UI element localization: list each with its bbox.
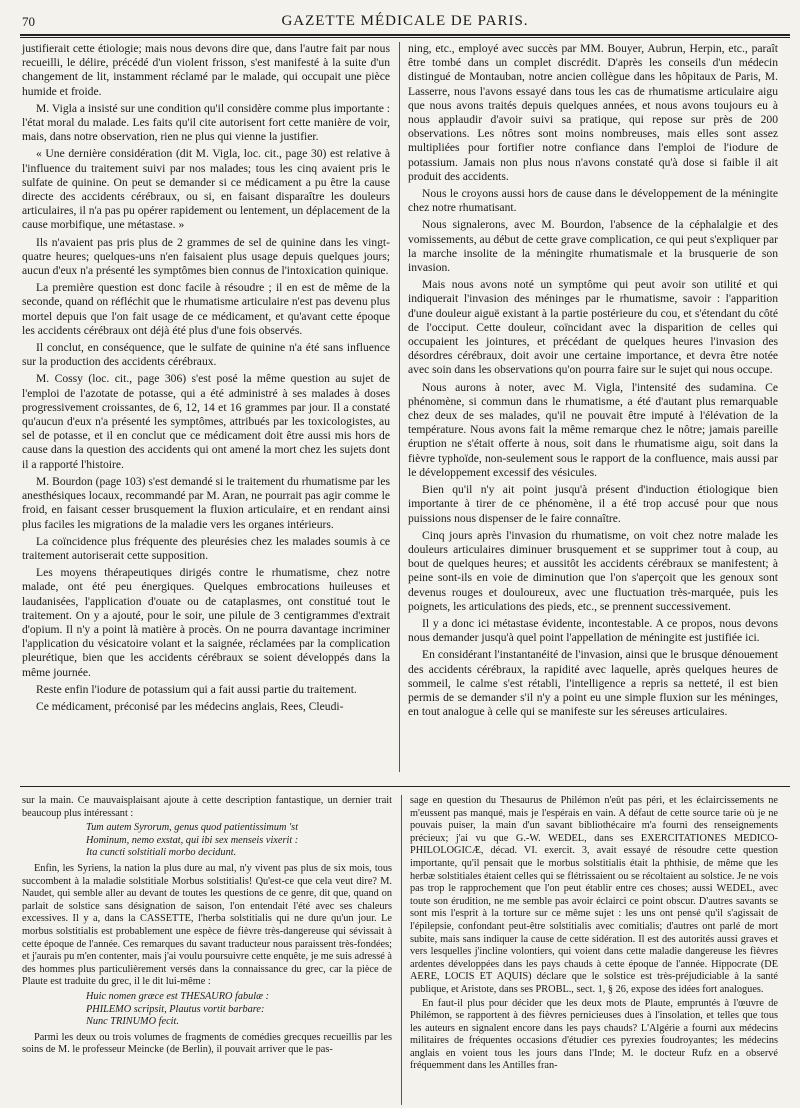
paragraph: M. Vigla a insisté sur une condition qu'il considère comme plus importante : l'état moral du malade. Les faits qu'il cite autorisent fort cette manière de voir, mais, dans notre observation, rien ne plus qui vienne la justifier. [22, 101, 390, 144]
paragraph: sage en question du Thesaurus de Philémon n'eût pas péri, et les éclaircissements ne m'eussent pas manqué, mais je l'espérais en vain. A défaut de cette source tarie où je ne pouvais puiser, la main d'un savant bibliothécaire m'a fourni des renseignements précieux; j'ai vu que G.-W. WEDEL, dans ses EXERCITATIONES MEDICO-PHILOLOGICÆ, décad. VI. exercit. 3, avait essayé de résoudre cette question importante, qu'il pensait que le morbus solstitialis était la phthisie, de même que les herbæ solstitiales étaient celles qui se flétrissaient ou se récoltaient au solstice. Je ne vois pas trop le rapprochement que l'on peut établir entre ces choses; aussi WEDEL, avec toute son érudition, ne me semble pas avoir éclairci ce point obscur. D'autres savants se sont mis l'esprit à la torture sur ce même sujet : les uns ont pensé qu'il s'agissait de l'épilepsie, confondant peut-être solstitialis avec comitialis; d'autres ont parlé de mort subite, mais sans indiquer la cause de cette sidération. Il est des autorités aussi graves et vers lesquelles j'incline volontiers, qui voient dans cette maladie dangereuse les fièvres ardentes développées dans les pays chauds à cette époque de l'année. Hippocrate (DE AERE, LOCIS ET AQUIS) déclare que le solstice est très-préjudiciable à la santé publique, et Aristote, dans ses PROBL., sect. 1, § 26, expose des idées fort analogues. [410, 795, 778, 995]
paragraph: Enfin, les Syriens, la nation la plus dure au mal, n'y vivent pas plus de six mois, tous succombent à la maladie solstitiale Morbus solstitialis! Qu'est-ce que cela veut dire? M. Naudet, qui semble aller au devant de toutes les questions de ce genre, dit que, quand on parlait de solstice sans désignation de saison, l'on entendait l'été avec ses chaleurs excessives. Il y a, dans la CASSETTE, l'herba solstitialis qui ne dure qu'un jour. Le morbus solstitialis est probablement une espèce de fièvre très-dangereuse qui sévissait à cette époque de l'année. Ces remarques du savant traducteur nous paraissent très-fondées; et j'aurais pu m'en contenter, mais j'ai voulu poursuivre cette enquête, je me suis adressé à des hommes plus particulièrement versés dans la connaissance du grec, car la pièce de Plaute est traduite du grec, il le dit lui-même : [22, 862, 392, 988]
feuilleton-divider [401, 795, 402, 1105]
verse-line: PHILEMO scripsit, Plautus vortit barbare: [86, 1003, 265, 1015]
feuilleton-right-column [410, 795, 778, 1074]
article-left-column [22, 42, 390, 717]
paragraph: La coïncidence plus fréquente des pleurésies chez les malades soumis à ce traitement autoriserait cette supposition. [22, 534, 390, 562]
paragraph: Il y a donc ici métastase évidente, incontestable. A ce propos, nous devons nous demander jusqu'à quel point l'appellation de méningite est justifiée ici. [408, 616, 778, 645]
latin-verse [86, 822, 392, 860]
paragraph: Nous le croyons aussi hors de cause dans le développement de la méningite chez notre rhumatisant. [408, 187, 778, 215]
paragraph: sur la main. Ce mauvaisplaisant ajoute à cette description fantastique, un dernier trait beaucoup plus intéressant : [22, 795, 392, 819]
header-rule [20, 34, 790, 36]
page-number: 70 [22, 14, 35, 29]
paragraph: Nous signalerons, avec M. Bourdon, l'absence de la céphalalgie et des vomissements, au début de cette grave complication, ce qui peut s'expliquer par la marche insolite de la méningite rhumatismale et la brusquerie de son invasion. [408, 218, 778, 275]
verse-line: Hominum, nemo exstat, qui ibi sex menseis vixerit : [86, 834, 299, 846]
paragraph: La première question est donc facile à résoudre ; il en est de même de la seconde, quand on réfléchit que le rhumatisme articulaire n'est pas devenu plus mortel depuis que l'on fait usage de ce médicament, et qu'avant cette époque les accidents cérébraux ont déjà été plus d'une fois observés. [22, 281, 390, 337]
paragraph: En faut-il plus pour décider que les deux mots de Plaute, empruntés à l'œuvre de Philémon, se rapportent à des fièvres pernicieuses dues à l'insolation, et telles que tous les auteurs en signalent encore dans les pays chauds? L'Algérie a fourni aux médecins militaires de fréquentes occasions d'étudier ces pyrexies foudroyantes; les médecins anglais en voient tous les jours dans l'Inde; M. le docteur Rufz en a observé fréquemment dans les Antilles fran- [410, 997, 778, 1072]
paragraph: M. Cossy (loc. cit., page 306) s'est posé la même question au sujet de l'emploi de l'azotate de potasse, qui a été administré à ses malades à doses progressivement croissantes, de 6, 12, 14 et 16 grammes par jour. Il a constaté qu'aucun d'eux n'a présenté les symptômes, attribués par les toxicologistes, au sel de potasse, et il en conclut que ce médicament doit être aussi mis hors de cause dans la question des accidents qui ont amené la mort chez les sujets dont il a rapporté l'histoire. [22, 372, 390, 471]
paragraph: Parmi les deux ou trois volumes de fragments de comédies grecques recueillis par les soins de M. le professeur Meincke (de Berlin), il pouvait arriver que le pas- [22, 1031, 392, 1056]
feuilleton-left-column [22, 795, 392, 1058]
verse-line: Nunc TRINUMO fecit. [86, 1016, 179, 1028]
paragraph: Bien qu'il n'y ait point jusqu'à présent d'induction étiologique bien importante à tirer de ce phénomène, il a été trop accusé pour que nous puissions nous dispenser de le faire connaître. [408, 483, 778, 525]
quote-paragraph: « Une dernière considération (dit M. Vigla, loc. cit., page 30) est relative à l'influence du traitement suivi par nos malades; tous les cinq avaient pris le sulfate de quinine. On peut se demander si ce médicament a pu être la cause directe des accidents cérébraux, ou si, en faisant disparaître les douleurs articulaires, il n'a pas pu opérer rapidement ou lentement, un déplacement de la cause morbifique, une métastase. » [22, 147, 390, 232]
journal-title: GAZETTE MÉDICALE DE PARIS. [281, 13, 529, 29]
paragraph: Les moyens thérapeutiques dirigés contre le rhumatisme, chez notre malade, ont été peu énergiques. Quelques embrocations huileuses et laudanisées, l'application d'ouate ou de cataplasmes, ont constitué tout le traitement. On y a ajouté, pour le soir, une pilule de 3 centigrammes d'extrait d'opium. Il n'y a point là matière à procès. On ne pourra davantage incriminer l'application du vésicatoire volant et la saignée, réclamées par la complication pleurétique, bien que les accidents cérébraux se soient développés dans la même journée. [22, 566, 390, 679]
header-rule-thin [20, 37, 790, 38]
paragraph: En considérant l'instantanéité de l'invasion, ainsi que le brusque dénouement des accidents cérébraux, la rapidité avec laquelle, après quelques heures de sommeil, le calme s'est rétabli, l'intelligence a repris sa netteté, il est bien permis de se demander s'il n'y a point eu une simple fluxion sur les méninges, en tout analogue à celle qui se manifeste sur les séreuses articulaires. [408, 648, 778, 719]
page-header [20, 6, 790, 34]
paragraph: Reste enfin l'iodure de potassium qui a fait aussi partie du traitement. [36, 682, 357, 696]
column-divider [399, 42, 400, 772]
paragraph: M. Bourdon (page 103) s'est demandé si le traitement du rhumatisme par les anesthésiques locaux, recommandé par M. Aran, ne pourrait pas agir comme le froid, en faisant cesser brusquement la fluxion articulaire, et en rendant ainsi plus faciles les migrations de la maladie vers les organes intérieurs. [22, 474, 390, 531]
article-right-column [408, 42, 778, 722]
verse-line: Tum autem Syrorum, genus quod patientissimum 'st [86, 822, 299, 834]
verse-line: Ita cuncti solstitiali morbo decidunt. [86, 847, 237, 859]
paragraph: Nous aurons à noter, avec M. Vigla, l'intensité des sudamina. Ce phénomène, si commun dans le rhumatisme, a été d'autant plus remarquable chez deux de ses malades, qu'il ne pouvait être imputé à l'élévation de la température. Nous avons fait la même remarque chez le nôtre; jamais pareille éruption ne s'était offerte à nous, soit dans le rhumatisme aigu, soit dans la fièvre typhoïde, non-seulement sous le rapport de la confluence, mais aussi par le développement excessif des vésicules. [408, 380, 778, 479]
paragraph: Cinq jours après l'invasion du rhumatisme, on voit chez notre malade les douleurs articulaires diminuer brusquement et se supprimer tout à coup, au bout de quelques heures; et aussitôt les accidents cérébraux se manifestent; à peine sont-ils en voie de diminution que l'on s'aperçoit que les genoux sont devenus rouges et douloureux, avec une fluctuation très-marquée, puis les poignets, les articulations des pieds, etc., se prennent successivement. [408, 528, 778, 613]
feuilleton-rule [20, 786, 790, 787]
paragraph: Mais nous avons noté un symptôme qui peut avoir son utilité et qui indiquerait l'invasion des méninges par le rhumatisme, savoir : l'apparition d'une douleur aiguë existant à la partie postérieure du cou, et s'étendant du côté de l'occiput. Cette douleur, coïncidant avec la disparition de celles qui occupaient les jointures, et précédant de quelques heures l'invasion des désordres cérébraux, doit avoir une certaine importance, et devra être notée avec soin dans les observations qu'on pourra faire sur le sujet qui nous occupe. [408, 278, 778, 377]
verse-line: Huic nomen græce est THESAURO fabulæ : [86, 990, 270, 1002]
paragraph: Il conclut, en conséquence, que le sulfate de quinine n'a été sans influence sur la production des accidents cérébraux. [22, 341, 390, 369]
paragraph: Ce médicament, préconisé par les médecins anglais, Rees, Cleudi- [36, 699, 344, 713]
latin-verse [86, 991, 392, 1029]
paragraph: ning, etc., employé avec succès par MM. Bouyer, Aubrun, Herpin, etc., paraît être tombé dans un complet discrédit. D'après les conseils d'un médecin distingué de Montauban, notre ancien collègue dans les hôpitaux de Paris, M. Lasserre, nous l'avons essayé dans tous les cas de rhumatisme articulaire aigu que nous avons traités depuis quelques années, et nous avons toujours eu à nous applaudir d'avoir suivi sa pratique, qui repose sur près de 200 observations. Les nôtres sont moins nombreuses, mais elles sont assez multipliées pour fortifier notre confiance dans l'emploi de l'iodure de potassium. Jamais non plus nous n'avons constaté qu'à dose si faible il ait produit des accidents. [408, 42, 778, 183]
paragraph: Ils n'avaient pas pris plus de 2 grammes de sel de quinine dans les vingt-quatre heures; quelques-uns n'en faisaient plus usage depuis quelques jours; aucun d'eux n'a présenté les symptômes bien connus de l'intoxication quinique. [22, 235, 390, 278]
paragraph: justifierait cette étiologie; mais nous devons dire que, dans l'autre fait par nous recueilli, le délire, précédé d'un violent frisson, s'est manifesté à la suite d'un changement de lit, instamment réclamé par le malade, qui occupait une pièce humide et froide. [22, 42, 390, 98]
